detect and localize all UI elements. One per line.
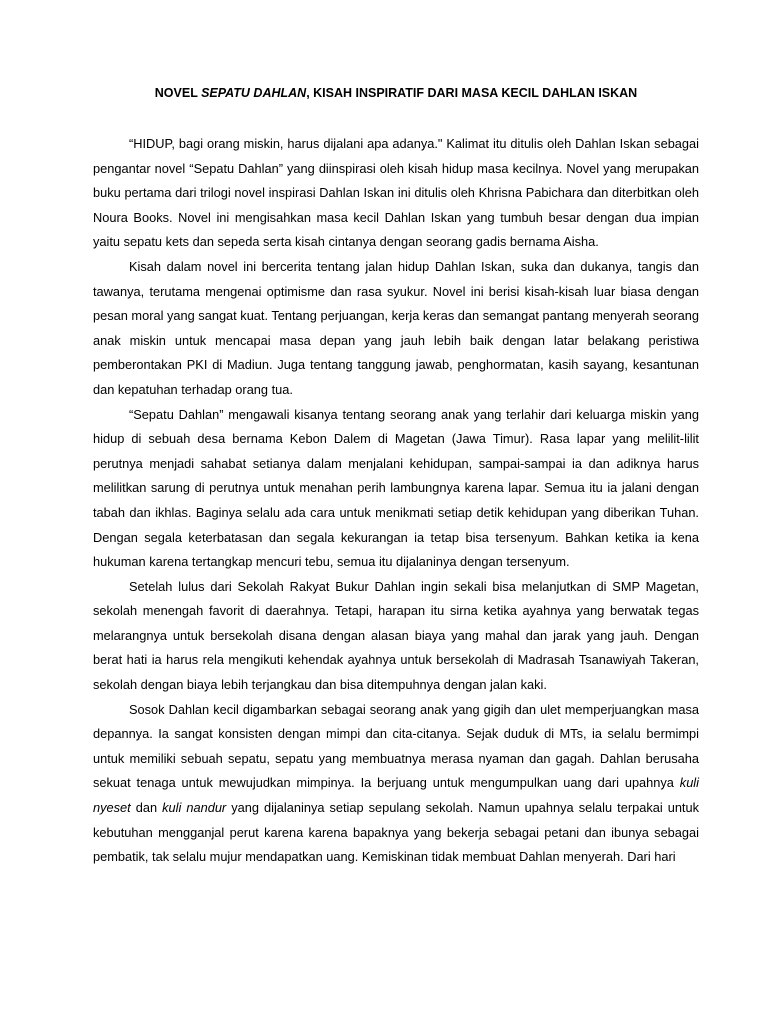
title-prefix: NOVEL	[154, 86, 202, 100]
paragraph-4: Setelah lulus dari Sekolah Rakyat Bukur Dahlan ingin sekali bisa melanjutkan di SMP Magetan, sekolah menengah favorit di daerahnya. Tetapi, harapan itu sirna ketika ayahnya yang berwatak tegas melarangnya untuk bersekolah disana dengan alasan biaya yang mahal dan jarak yang jauh. Dengan berat hati ia harus rela mengikuti kehendak ayahnya untuk bersekolah di Madrasah Tsanawiyah Takeran, sekolah dengan biaya lebih terjangkau dan bisa ditempuhnya dengan jalan kaki.	[93, 578, 699, 693]
paragraph-5	[93, 698, 699, 870]
paragraph-5-part1: Sosok Dahlan kecil digambarkan sebagai seorang anak yang gigih dan ulet memperjuangkan masa depannya. Ia sangat konsisten dengan mimpi dan cita-citanya. Sejak duduk di MTs, ia selalu bermimpi untuk memiliki sebuah sepatu, sepatu yang membuatnya merasa nyaman dan gagah. Dahlan berusaha sekuat tenaga untuk mewujudkan mimpinya. Ia berjuang untuk mengumpulkan uang dari upahnya	[93, 701, 699, 791]
paragraph-5-part2: dan	[130, 800, 163, 816]
paragraph-3: “Sepatu Dahlan” mengawali kisanya tentang seorang anak yang terlahir dari keluarga miskin yang hidup di sebuah desa bernama Kebon Dalem di Magetan (Jawa Timur). Rasa lapar yang melilit-lilit perutnya menjadi sahabat setianya dalam menjalani kehidupan, sampai-sampai ia dan adiknya harus melilitkan sarung di perutnya untuk menahan perih lambungnya karena lapar. Semua itu ia jalani dengan tabah dan ikhlas. Baginya selalu ada cara untuk menikmati setiap detik kehidupan yang diberikan Tuhan. Dengan segala keterbatasan dan segala kekurangan ia tetap bisa tersenyum. Bahkan ketika ia kena hukuman karena tertangkap mencuri tebu, semua itu dijalaninya dengan tersenyum.	[93, 406, 699, 570]
document-title	[93, 84, 699, 102]
title-italic: SEPATU DAHLAN	[201, 86, 307, 100]
paragraph-5-italic2: kuli nandur	[162, 800, 227, 816]
paragraph-1: “HIDUP, bagi orang miskin, harus dijalani apa adanya." Kalimat itu ditulis oleh Dahlan Iskan sebagai pengantar novel “Sepatu Dahlan” yang diinspirasi oleh kisah hidup masa kecilnya. Novel yang merupakan buku pertama dari trilogi novel inspirasi Dahlan Iskan ini ditulis oleh Khrisna Pabichara dan diterbitkan oleh Noura Books. Novel ini mengisahkan masa kecil Dahlan Iskan yang tumbuh besar dengan dua impian yaitu sepatu kets dan sepeda serta kisah cintanya dengan seorang gadis bernama Aisha.	[93, 136, 699, 250]
title-suffix: , KISAH INSPIRATIF DARI MASA KECIL DAHLAN ISKAN	[306, 86, 638, 100]
paragraph-5-italic1: kuli nyeset	[93, 775, 699, 816]
document-page	[93, 84, 699, 870]
paragraph-5-part3: yang dijalaninya setiap sepulang sekolah. Namun upahnya selalu terpakai untuk kebutuhan mengganjal perut karena karena bapaknya yang bekerja sebagai petani dan ibunya sebagai pembatik, tak selalu mujur mendapatkan uang. Kemiskinan tidak membuat Dahlan menyerah. Dari hari	[93, 800, 700, 865]
paragraph-2: Kisah dalam novel ini bercerita tentang jalan hidup Dahlan Iskan, suka dan dukanya, tangis dan tawanya, terutama mengenai optimisme dan rasa syukur. Novel ini berisi kisah-kisah luar biasa dengan pesan moral yang sangat kuat. Tentang perjuangan, kerja keras dan semangat pantang menyerah seorang anak miskin untuk mencapai masa depan yang jauh lebih baik dengan latar belakang peristiwa pemberontakan PKI di Madiun. Juga tentang tanggung jawab, penghormatan, kasih sayang, kesantunan dan kepatuhan terhadap orang tua.	[93, 258, 699, 397]
